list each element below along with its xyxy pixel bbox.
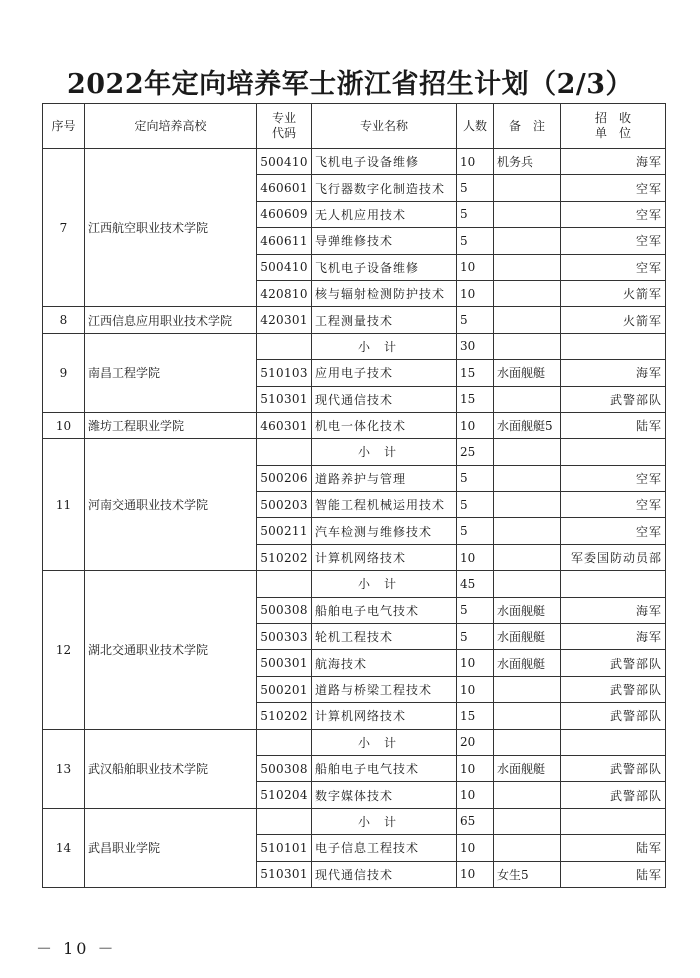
major-name: 核与辐射检测防护技术: [312, 280, 457, 306]
major-code: 510103: [257, 360, 312, 386]
enrollment-count: 20: [457, 729, 494, 755]
subtotal-label: 小计: [312, 439, 457, 465]
enrollment-count: 5: [457, 201, 494, 227]
remark: [494, 386, 561, 412]
recruiting-unit: 武警部队: [561, 650, 666, 676]
remark: [494, 175, 561, 201]
recruiting-unit: 空军: [561, 175, 666, 201]
enrollment-count: 5: [457, 518, 494, 544]
subtotal-row: [43, 808, 666, 834]
school-name: 南昌工程学院: [85, 333, 257, 412]
school-number: 9: [43, 333, 85, 412]
remark: [494, 808, 561, 834]
major-code: [257, 808, 312, 834]
header-unit: [561, 104, 666, 149]
major-code: 500203: [257, 492, 312, 518]
recruiting-unit: 空军: [561, 254, 666, 280]
major-name: 船舶电子电气技术: [312, 755, 457, 781]
subtotal-row: [43, 729, 666, 755]
enrollment-count: 15: [457, 703, 494, 729]
major-code: 420301: [257, 307, 312, 333]
remark: [494, 254, 561, 280]
major-code: 500206: [257, 465, 312, 491]
recruiting-unit: 空军: [561, 518, 666, 544]
remark: [494, 465, 561, 491]
enrollment-count: 45: [457, 571, 494, 597]
major-code: 510301: [257, 386, 312, 412]
major-name: 道路养护与管理: [312, 465, 457, 491]
major-code: [257, 729, 312, 755]
header-unit-line1: 招 收: [594, 111, 631, 125]
major-name: 现代通信技术: [312, 861, 457, 887]
remark: [494, 439, 561, 465]
major-code: 460601: [257, 175, 312, 201]
recruiting-unit: 陆军: [561, 835, 666, 861]
remark: 水面舰艇: [494, 650, 561, 676]
remark: 机务兵: [494, 149, 561, 175]
school-name: 武汉船舶职业技术学院: [85, 729, 257, 808]
school-number: 14: [43, 808, 85, 887]
major-code: 510101: [257, 835, 312, 861]
major-code: 500308: [257, 597, 312, 623]
subtotal-row: [43, 333, 666, 359]
remark: [494, 676, 561, 702]
recruiting-unit: [561, 571, 666, 597]
school-name: 潍坊工程职业学院: [85, 412, 257, 438]
remark: 水面舰艇5: [494, 412, 561, 438]
remark: [494, 835, 561, 861]
header-code-line2: 代码: [271, 126, 296, 140]
subtotal-row: [43, 571, 666, 597]
subtotal-label: 小计: [312, 808, 457, 834]
remark: [494, 544, 561, 570]
recruiting-unit: 海军: [561, 149, 666, 175]
major-name: 智能工程机械运用技术: [312, 492, 457, 518]
subtotal-label: 小计: [312, 333, 457, 359]
page-number: － 10 －: [36, 939, 117, 958]
major-name: 汽车检测与维修技术: [312, 518, 457, 544]
major-name: 现代通信技术: [312, 386, 457, 412]
major-name: 机电一体化技术: [312, 412, 457, 438]
remark: 水面舰艇: [494, 624, 561, 650]
major-code: 420810: [257, 280, 312, 306]
major-name: 船舶电子电气技术: [312, 597, 457, 623]
school-number: 10: [43, 412, 85, 438]
table-row: [43, 412, 666, 438]
table-row: [43, 149, 666, 175]
remark: [494, 201, 561, 227]
remark: [494, 729, 561, 755]
recruiting-unit: [561, 333, 666, 359]
major-name: 无人机应用技术: [312, 201, 457, 227]
remark: 水面舰艇: [494, 755, 561, 781]
remark: [494, 492, 561, 518]
major-code: 500201: [257, 676, 312, 702]
major-code: [257, 439, 312, 465]
enrollment-count: 15: [457, 386, 494, 412]
school-number: 7: [43, 149, 85, 307]
enrollment-count: 10: [457, 280, 494, 306]
enrollment-count: 5: [457, 228, 494, 254]
subtotal-row: [43, 439, 666, 465]
school-number: 8: [43, 307, 85, 333]
recruiting-unit: 陆军: [561, 861, 666, 887]
major-name: 工程测量技术: [312, 307, 457, 333]
major-name: 道路与桥梁工程技术: [312, 676, 457, 702]
remark: [494, 280, 561, 306]
subtotal-label: 小计: [312, 571, 457, 597]
major-name: 计算机网络技术: [312, 544, 457, 570]
major-name: 飞机电子设备维修: [312, 149, 457, 175]
major-code: 460609: [257, 201, 312, 227]
header-code-line1: 专业: [271, 111, 296, 125]
header-no: 序号: [43, 104, 85, 149]
major-name: 飞行器数字化制造技术: [312, 175, 457, 201]
recruiting-unit: 海军: [561, 624, 666, 650]
enrollment-count: 5: [457, 492, 494, 518]
enrollment-count: 10: [457, 149, 494, 175]
major-name: 飞机电子设备维修: [312, 254, 457, 280]
recruiting-unit: [561, 439, 666, 465]
enrollment-count: 10: [457, 412, 494, 438]
recruiting-unit: 武警部队: [561, 676, 666, 702]
major-name: 航海技术: [312, 650, 457, 676]
remark: [494, 307, 561, 333]
major-code: 500308: [257, 755, 312, 781]
header-school: 定向培养高校: [85, 104, 257, 149]
remark: 女生5: [494, 861, 561, 887]
recruiting-unit: 陆军: [561, 412, 666, 438]
remark: [494, 333, 561, 359]
major-code: 500303: [257, 624, 312, 650]
enrollment-count: 5: [457, 307, 494, 333]
recruiting-unit: 空军: [561, 465, 666, 491]
major-code: [257, 571, 312, 597]
major-code: 460301: [257, 412, 312, 438]
school-name: 江西航空职业技术学院: [85, 149, 257, 307]
remark: 水面舰艇: [494, 597, 561, 623]
recruiting-unit: 军委国防动员部: [561, 544, 666, 570]
enrollment-count: 30: [457, 333, 494, 359]
recruiting-unit: 火箭军: [561, 307, 666, 333]
enrollment-count: 5: [457, 597, 494, 623]
header-unit-line2: 单 位: [594, 126, 631, 140]
school-name: 湖北交通职业技术学院: [85, 571, 257, 729]
enrollment-count: 10: [457, 755, 494, 781]
major-code: [257, 333, 312, 359]
recruiting-unit: [561, 729, 666, 755]
major-name: 电子信息工程技术: [312, 835, 457, 861]
major-code: 500410: [257, 149, 312, 175]
major-code: 510202: [257, 703, 312, 729]
remark: [494, 703, 561, 729]
remark: [494, 571, 561, 597]
school-name: 江西信息应用职业技术学院: [85, 307, 257, 333]
major-name: 计算机网络技术: [312, 703, 457, 729]
header-note: 备 注: [494, 104, 561, 149]
header-major: 专业名称: [312, 104, 457, 149]
major-code: 500211: [257, 518, 312, 544]
table-header-row: [43, 104, 666, 149]
major-code: 500410: [257, 254, 312, 280]
major-code: 460611: [257, 228, 312, 254]
school-number: 12: [43, 571, 85, 729]
school-number: 11: [43, 439, 85, 571]
recruiting-unit: 空军: [561, 492, 666, 518]
enrollment-count: 15: [457, 360, 494, 386]
recruiting-unit: [561, 808, 666, 834]
school-number: 13: [43, 729, 85, 808]
header-count: 人数: [457, 104, 494, 149]
subtotal-label: 小计: [312, 729, 457, 755]
remark: 水面舰艇: [494, 360, 561, 386]
remark: [494, 782, 561, 808]
enrollment-plan-table: [42, 103, 666, 888]
school-name: 河南交通职业技术学院: [85, 439, 257, 571]
major-name: 导弹维修技术: [312, 228, 457, 254]
enrollment-count: 5: [457, 465, 494, 491]
enrollment-count: 25: [457, 439, 494, 465]
major-name: 数字媒体技术: [312, 782, 457, 808]
enrollment-count: 10: [457, 835, 494, 861]
remark: [494, 228, 561, 254]
enrollment-count: 10: [457, 650, 494, 676]
enrollment-count: 65: [457, 808, 494, 834]
recruiting-unit: 武警部队: [561, 782, 666, 808]
major-name: 轮机工程技术: [312, 624, 457, 650]
table-row: [43, 307, 666, 333]
major-code: 500301: [257, 650, 312, 676]
enrollment-count: 10: [457, 861, 494, 887]
major-code: 510204: [257, 782, 312, 808]
enrollment-count: 5: [457, 624, 494, 650]
recruiting-unit: 海军: [561, 597, 666, 623]
recruiting-unit: 火箭军: [561, 280, 666, 306]
major-name: 应用电子技术: [312, 360, 457, 386]
recruiting-unit: 武警部队: [561, 755, 666, 781]
recruiting-unit: 空军: [561, 228, 666, 254]
enrollment-count: 10: [457, 254, 494, 280]
recruiting-unit: 武警部队: [561, 386, 666, 412]
page-title: 2022年定向培养军士浙江省招生计划（2/3）: [66, 69, 634, 100]
recruiting-unit: 武警部队: [561, 703, 666, 729]
enrollment-count: 10: [457, 782, 494, 808]
recruiting-unit: 海军: [561, 360, 666, 386]
enrollment-count: 10: [457, 676, 494, 702]
enrollment-count: 5: [457, 175, 494, 201]
table-body: [43, 149, 666, 888]
major-code: 510202: [257, 544, 312, 570]
enrollment-count: 10: [457, 544, 494, 570]
school-name: 武昌职业学院: [85, 808, 257, 887]
recruiting-unit: 空军: [561, 201, 666, 227]
remark: [494, 518, 561, 544]
header-code: [257, 104, 312, 149]
major-code: 510301: [257, 861, 312, 887]
